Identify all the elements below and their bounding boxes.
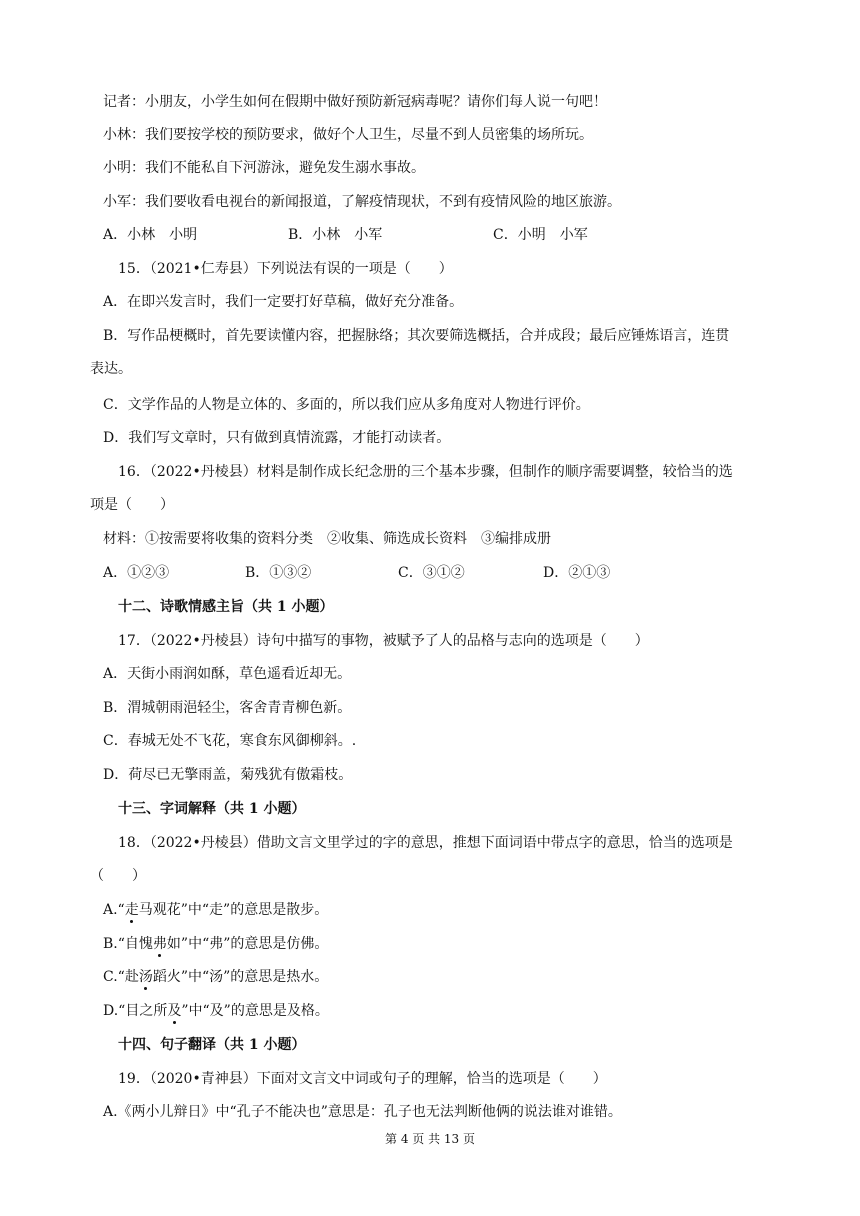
q17-stem: 17．（2022•丹棱县）诗句中描写的事物，被赋予了人的品格与志向的选项是（ ） (118, 633, 649, 649)
q14-option-b: B．小林 小军 (288, 227, 383, 243)
section-heading-14: 十四、句子翻译（共 1 小题） (118, 1037, 306, 1053)
q18-c-prefix: C.“赴 (103, 969, 139, 985)
q18-stem-line2: （ ） (90, 868, 146, 884)
q14-option-c: C．小明 小军 (493, 227, 588, 243)
q18-a-dotted-char: 走 (124, 902, 139, 918)
q18-b-suffix: 如”中“弗”的意思是仿佛。 (166, 936, 329, 952)
q18-d-prefix: D.“目之所 (103, 1003, 168, 1019)
q18-option-a (103, 901, 328, 919)
q16-option-a: A．①②③ (103, 565, 170, 581)
q18-b-prefix: B.“自愧 (103, 936, 153, 952)
q17-option-b: B．渭城朝雨浥轻尘，客舍青青柳色新。 (103, 700, 352, 716)
q16-option-d: D．②①③ (543, 565, 611, 581)
section-heading-13: 十三、字词解释（共 1 小题） (118, 801, 306, 817)
q15-option-a: A．在即兴发言时，我们一定要打好草稿，做好充分准备。 (103, 294, 464, 310)
q18-d-suffix: ”中“及”的意思是及格。 (181, 1003, 329, 1019)
q18-c-dotted-char: 汤 (138, 969, 153, 985)
q18-b-dotted-char: 弗 (152, 936, 167, 952)
q17-option-d: D．荷尽已无擎雨盖，菊残犹有傲霜枝。 (103, 767, 353, 783)
dialogue-reporter: 记者：小朋友，小学生如何在假期中做好预防新冠病毒呢？请你们每人说一句吧！ (103, 94, 607, 110)
dialogue-xiaojun: 小军：我们要收看电视台的新闻报道，了解疫情现状，不到有疫情风险的地区旅游。 (103, 194, 621, 210)
q15-option-b-line2: 表达。 (90, 361, 132, 377)
q18-a-suffix: 马观花”中“走”的意思是散步。 (138, 902, 329, 918)
q19-stem: 19．（2020•青神县）下面对文言文中词或句子的理解，恰当的选项是（ ） (118, 1071, 607, 1087)
q15-stem: 15．（2021•仁寿县）下列说法有误的一项是（ ） (118, 261, 453, 277)
q15-option-c: C．文学作品的人物是立体的、多面的，所以我们应从多角度对人物进行评价。 (103, 397, 590, 413)
q16-material: 材料：①按需要将收集的资料分类 ②收集、筛选成长资料 ③编排成册 (103, 531, 551, 547)
q18-option-b (103, 935, 328, 953)
page-footer: 第 4 页 共 13 页 (385, 1132, 475, 1146)
q18-a-prefix: A.“ (103, 902, 125, 918)
q16-option-c: C．③①② (398, 565, 465, 581)
q16-option-b: B．①③② (245, 565, 312, 581)
q15-option-d: D．我们写文章时，只有做到真情流露，才能打动读者。 (103, 430, 451, 446)
q19-option-a: A.《两小儿辩日》中“孔子不能决也”意思是：孔子也无法判断他俩的说法谁对谁错。 (103, 1104, 622, 1120)
q18-option-d (103, 1002, 329, 1020)
q18-stem-line1: 18．（2022•丹棱县）借助文言文里学过的字的意思，推想下面词语中带点字的意思，恰当的选项是 (118, 835, 733, 851)
q17-option-c: C．春城无处不飞花，寒食东风御柳斜。. (103, 733, 357, 749)
q16-stem-line1: 16．（2022•丹棱县）材料是制作成长纪念册的三个基本步骤，但制作的顺序需要调整，较恰当的选 (118, 464, 733, 480)
q18-d-dotted-char: 及 (167, 1003, 182, 1019)
q18-c-suffix: 蹈火”中“汤”的意思是热水。 (152, 969, 329, 985)
q16-stem-line2: 项是（ ） (90, 497, 174, 513)
q15-option-b-line1: B．写作品梗概时，首先要读懂内容，把握脉络；其次要筛选概括，合并成段；最后应锤炼语言，连贯 (103, 328, 730, 344)
dialogue-xiaoming: 小明：我们不能私自下河游泳，避免发生溺水事故。 (103, 160, 425, 176)
q17-option-a: A．天街小雨润如酥，草色遥看近却无。 (103, 666, 352, 682)
q14-option-a: A．小林 小明 (103, 227, 198, 243)
q18-option-c (103, 968, 328, 986)
section-heading-12: 十二、诗歌情感主旨（共 1 小题） (118, 599, 334, 615)
dialogue-xiaolin: 小林：我们要按学校的预防要求，做好个人卫生，尽量不到人员密集的场所玩。 (103, 127, 593, 143)
